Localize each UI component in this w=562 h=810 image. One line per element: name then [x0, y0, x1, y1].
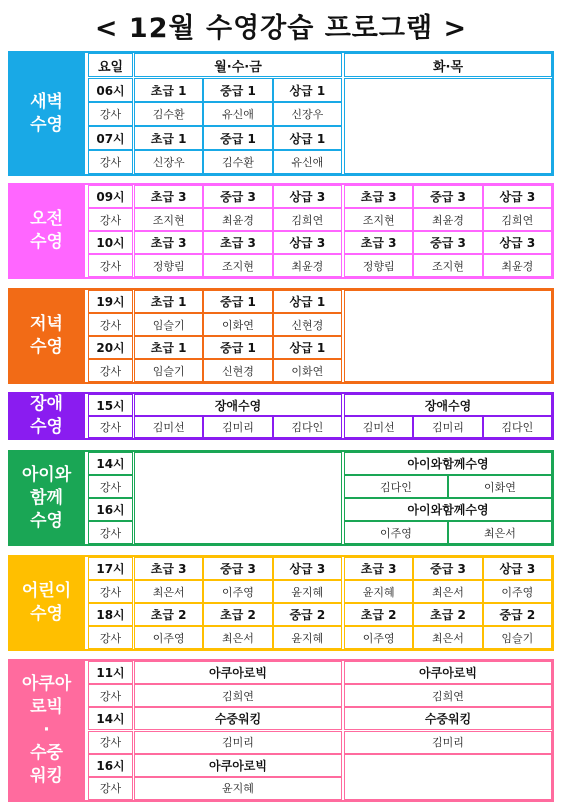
instructor-cell: 김수환 [203, 150, 272, 174]
instructor-cell: 이화연 [203, 313, 272, 336]
class-cell: 초급 3 [134, 231, 203, 254]
header-yoil: 요일 [88, 53, 133, 77]
class-cell: 중급 1 [203, 336, 272, 359]
time-cell: 20시 [88, 336, 133, 359]
instructor-label: 강사 [88, 580, 133, 603]
instructor-cell: 김희연 [483, 208, 552, 231]
instructor-cell: 이주영 [203, 580, 272, 603]
time-cell: 06시 [88, 78, 133, 102]
instructor-label: 강사 [88, 731, 133, 754]
instructor-cell: 유신애 [203, 102, 272, 126]
page-title: < 12월 수영강습 프로그램 > [94, 13, 468, 44]
instructor-cell: 최은서 [448, 521, 552, 544]
class-cell: 초급 3 [134, 557, 203, 580]
class-cell: 초급 3 [344, 231, 413, 254]
instructor-cell: 임슬기 [134, 359, 203, 382]
class-cell: 상급 1 [273, 336, 342, 359]
class-cell: 초급 3 [134, 185, 203, 208]
class-cell: 수중워킹 [134, 707, 342, 730]
instructor-cell: 최은서 [134, 580, 203, 603]
instructor-cell: 김다인 [344, 475, 448, 498]
class-cell: 아이와함께수영 [344, 498, 552, 521]
instructor-cell: 윤지혜 [134, 777, 342, 800]
instructor-label: 강사 [88, 684, 133, 707]
header-mwf: 월·수·금 [134, 53, 342, 77]
class-cell: 중급 1 [203, 126, 272, 150]
instructor-cell: 이화연 [273, 359, 342, 382]
class-cell: 아이와함께수영 [344, 452, 552, 475]
class-cell: 상급 1 [273, 290, 342, 313]
class-cell: 장애수영 [134, 394, 342, 416]
class-cell: 상급 3 [483, 185, 552, 208]
empty-block [344, 290, 552, 382]
class-cell: 아쿠아로빅 [134, 661, 342, 684]
instructor-cell: 최윤경 [203, 208, 272, 231]
section-label: 어린이 수영 [8, 555, 85, 651]
time-cell: 16시 [88, 754, 133, 777]
instructor-cell: 김희연 [273, 208, 342, 231]
instructor-cell: 김다인 [273, 416, 342, 438]
instructor-cell: 윤지혜 [273, 580, 342, 603]
instructor-cell: 김미리 [134, 731, 342, 754]
section-label: 새벽 수영 [8, 51, 85, 176]
instructor-cell: 정향림 [344, 254, 413, 277]
empty-block [344, 754, 552, 800]
instructor-cell: 조지현 [344, 208, 413, 231]
class-cell: 중급 3 [203, 557, 272, 580]
time-cell: 19시 [88, 290, 133, 313]
instructor-cell: 신현경 [203, 359, 272, 382]
instructor-cell: 조지현 [203, 254, 272, 277]
class-cell: 초급 2 [413, 603, 482, 626]
class-cell: 중급 2 [483, 603, 552, 626]
class-cell: 상급 3 [273, 185, 342, 208]
instructor-cell: 이주영 [344, 521, 448, 544]
instructor-label: 강사 [88, 475, 133, 498]
class-cell: 초급 1 [134, 78, 203, 102]
section-label: 아이와 함께 수영 [8, 450, 85, 546]
instructor-label: 강사 [88, 626, 133, 649]
time-cell: 11시 [88, 661, 133, 684]
instructor-cell: 윤지혜 [344, 580, 413, 603]
class-cell: 중급 2 [273, 603, 342, 626]
instructor-cell: 정향림 [134, 254, 203, 277]
instructor-label: 강사 [88, 102, 133, 126]
empty-block [344, 78, 552, 174]
section-label: 저녁 수영 [8, 288, 85, 384]
instructor-cell: 이주영 [344, 626, 413, 649]
instructor-cell: 신현경 [273, 313, 342, 336]
class-cell: 상급 1 [273, 126, 342, 150]
class-cell: 초급 1 [134, 126, 203, 150]
instructor-cell: 이주영 [483, 580, 552, 603]
instructor-label: 강사 [88, 359, 133, 382]
class-cell: 중급 1 [203, 78, 272, 102]
instructor-cell: 신장우 [134, 150, 203, 174]
instructor-cell: 김미리 [413, 416, 482, 438]
time-cell: 09시 [88, 185, 133, 208]
instructor-cell: 김미선 [344, 416, 413, 438]
instructor-cell: 최은서 [203, 626, 272, 649]
instructor-cell: 김미선 [134, 416, 203, 438]
section-label: 장애 수영 [8, 392, 85, 440]
time-cell: 07시 [88, 126, 133, 150]
class-cell: 초급 2 [134, 603, 203, 626]
class-cell: 초급 1 [134, 290, 203, 313]
instructor-cell: 최윤경 [413, 208, 482, 231]
instructor-cell: 임슬기 [134, 313, 203, 336]
instructor-cell: 이화연 [448, 475, 552, 498]
class-cell: 초급 3 [344, 557, 413, 580]
time-cell: 16시 [88, 498, 133, 521]
instructor-label: 강사 [88, 208, 133, 231]
time-cell: 14시 [88, 452, 133, 475]
instructor-cell: 김미리 [344, 731, 552, 754]
class-cell: 초급 2 [344, 603, 413, 626]
class-cell: 중급 3 [413, 185, 482, 208]
instructor-cell: 최은서 [413, 626, 482, 649]
class-cell: 장애수영 [344, 394, 552, 416]
instructor-label: 강사 [88, 777, 133, 800]
instructor-cell: 조지현 [134, 208, 203, 231]
class-cell: 상급 3 [273, 231, 342, 254]
class-cell: 수중워킹 [344, 707, 552, 730]
header-tt: 화·목 [344, 53, 552, 77]
instructor-cell: 최은서 [413, 580, 482, 603]
instructor-label: 강사 [88, 254, 133, 277]
section-label: 오전 수영 [8, 183, 85, 279]
instructor-cell: 최윤경 [483, 254, 552, 277]
instructor-cell: 김희연 [344, 684, 552, 707]
instructor-cell: 윤지혜 [273, 626, 342, 649]
instructor-cell: 이주영 [134, 626, 203, 649]
instructor-cell: 김희연 [134, 684, 342, 707]
class-cell: 중급 3 [413, 231, 482, 254]
class-cell: 상급 1 [273, 78, 342, 102]
section-label: 아쿠아 로빅 · 수중 워킹 [8, 659, 85, 802]
instructor-label: 강사 [88, 521, 133, 544]
class-cell: 초급 1 [134, 336, 203, 359]
class-cell: 상급 3 [273, 557, 342, 580]
class-cell: 중급 3 [203, 185, 272, 208]
class-cell: 초급 3 [203, 231, 272, 254]
instructor-cell: 신장우 [273, 102, 342, 126]
instructor-label: 강사 [88, 150, 133, 174]
time-cell: 15시 [88, 394, 133, 416]
class-cell: 초급 3 [344, 185, 413, 208]
class-cell: 상급 3 [483, 231, 552, 254]
instructor-cell: 김다인 [483, 416, 552, 438]
instructor-cell: 조지현 [413, 254, 482, 277]
class-cell: 중급 3 [413, 557, 482, 580]
class-cell: 상급 3 [483, 557, 552, 580]
class-cell: 중급 1 [203, 290, 272, 313]
empty-block [134, 452, 342, 544]
instructor-cell: 최윤경 [273, 254, 342, 277]
instructor-cell: 김미리 [203, 416, 272, 438]
time-cell: 14시 [88, 707, 133, 730]
instructor-label: 강사 [88, 313, 133, 336]
class-cell: 아쿠아로빅 [134, 754, 342, 777]
class-cell: 초급 2 [203, 603, 272, 626]
instructor-label: 강사 [88, 416, 133, 438]
time-cell: 17시 [88, 557, 133, 580]
instructor-cell: 김수환 [134, 102, 203, 126]
instructor-cell: 유신애 [273, 150, 342, 174]
instructor-cell: 임슬기 [483, 626, 552, 649]
time-cell: 10시 [88, 231, 133, 254]
class-cell: 아쿠아로빅 [344, 661, 552, 684]
time-cell: 18시 [88, 603, 133, 626]
